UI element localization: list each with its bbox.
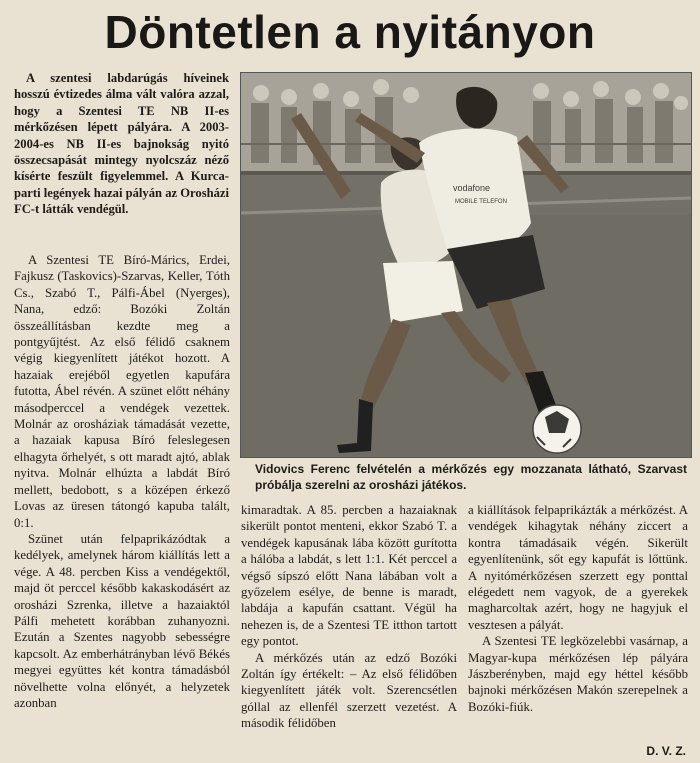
paragraph: A Szentesi TE legközelebbi vasárnap, a Magyar-kupa mérkőzésen lép pályára Jászberényben, majd egy héttel később bajnoki mérkőzésen Makón szerepelnek a Bozóki-fiúk.: [468, 634, 688, 714]
article-column-3: [468, 502, 688, 715]
author-signature: D. V. Z.: [646, 744, 686, 758]
match-photo-illustration: [241, 73, 691, 457]
shirt-sponsor-subtext: MOBILE TELEFON: [455, 199, 507, 205]
article-lead: A szentesi labdarúgás híveinek hosszú évtizedes álma vált valóra azzal, hogy a Szentesi TE NB II-es mérkőzésen lépett pályára. A 2003-2004-es NB II-es bajnokság nyitó összecsapását mintegy nyolcszáz néző kísérte feszült figyelemmel. A Kurca-parti legények hazai pályán az Orosházi FC-t látták vendégül.: [14, 71, 229, 217]
paragraph: kimaradtak. A 85. percben a hazaiaknak sikerült pontot menteni, ekkor Szabó T. a vendégek kapusának lába között gurította a hálóba a labdát, s lett 1:1. Két perccel a végső sípszó előtt Nana lábában volt a győzelem esélye, de benne is maradt, labdája a kapufán csattant. Végül ha nehezen is, de a Szentesi TE itthon tartott egy pontot.: [241, 503, 457, 649]
paragraph: a kiállítások felpaprikázták a mérkőzést. A vendégek kihagytak néhány ziccert a kontra támadásaik végén. Sikerült egyenlítenünk, sőt egy kapufát is lőttünk. A nyitómérkőzésen szerzett egy ponttal elégedett nem vagyok, de a gyerekek magharcoltak azért, hogy ne hagyjuk el vesztesen a pályát.: [468, 503, 688, 632]
shirt-sponsor: vodafone: [453, 183, 491, 193]
match-photo: [240, 72, 692, 458]
soccer-ball: [533, 405, 581, 453]
photo-caption: Vidovics Ferenc felvételén a mérkőzés egy mozzanata látható, Szarvast próbálja szerelni az orosházi játékos.: [255, 462, 687, 492]
article-headline: Döntetlen a nyitányon: [104, 6, 596, 58]
article-column-2: [241, 502, 457, 732]
paragraph: A mérkőzés után az edző Bozóki Zoltán így értékelt: – Az első félidőben kiegyenlített játék volt. Szerencsétlen góllal az ellenfél szerzett vezetést. A második félidőben: [241, 650, 457, 731]
paragraph: Szünet után felpaprikázódtak a kedélyek, amelynek három kiállítás lett a vége. A 48. percben Kiss a vendégektől, majd öt perccel később kakaskodásért az orosházi Szrenka, illetve a hazaiaktól Pálfi mehetett korábban zuhanyozni. Ezután a Szentes nagyobb sebességre kapcsolt. Az emberhátrányban lévő Békés megyei együttes két kontra támadásból növelhette volna előnyét, a helyzetek azonban: [14, 531, 230, 710]
article-column-1: [14, 252, 230, 711]
paragraph: A Szentesi TE Bíró-Márics, Erdei, Fajkusz (Taskovics)-Szarvas, Keller, Tóth Cs., Szabó T., Pálfi-Ábel (Nyerges), Nana, edző: Bozóki Zoltán összeállításban kezdte meg a pontgyűjtést. Az első félidő csaknem végig kiegyenlített játékot hozott. A hazaiak erejéből egyetlen kapufára futotta, Ábel révén. A szünet előtt néhány másodperccel a vendégek vezettek. Molnár az orosháziak támadását vezette, a hazaiak kapusa Bíró feleslegesen elhagyta őrhelyét, s ott maradt ajtó, ablak nyitva. Molnár elhúzta a labdát Bíró mellett, bedobott, s a középen érkező Lovas az üresen tátongó kapuba talált, 0:1.: [14, 253, 230, 530]
